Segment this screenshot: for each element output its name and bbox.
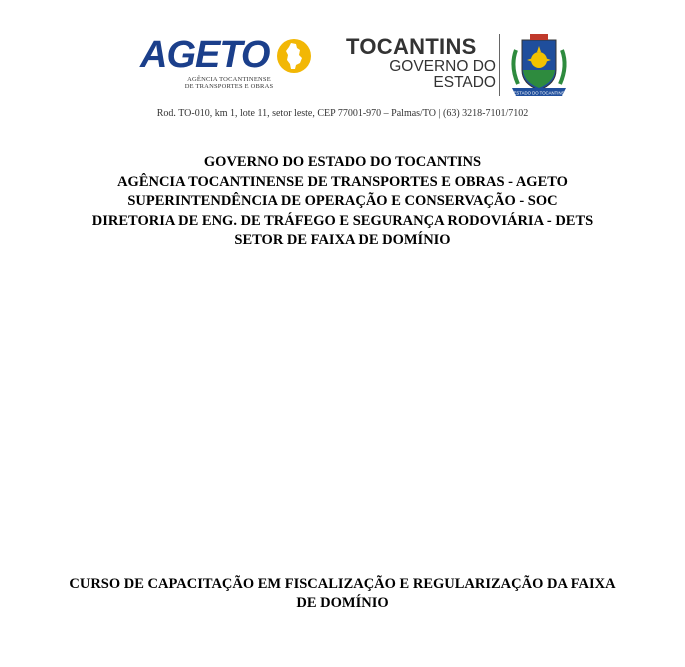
course-title	[0, 575, 685, 613]
tocantins-map-icon	[276, 38, 312, 74]
header-line-agency: AGÊNCIA TOCANTINENSE DE TRANSPORTES E OBRAS - AGETO	[117, 173, 568, 190]
ageto-logo-subtitle	[174, 76, 284, 90]
ageto-subtitle-line1: AGÊNCIA TOCANTINENSE	[187, 76, 271, 83]
header-line-superintendence: SUPERINTENDÊNCIA DE OPERAÇÃO E CONSERVAÇÃO - SOC	[127, 193, 558, 209]
header-line-sector: SETOR DE FAIXA DE DOMÍNIO	[234, 232, 451, 248]
governo-logo-line1: GOVERNO DO	[389, 58, 496, 75]
letterhead-address: Rod. TO-010, km 1, lote 11, setor leste, CEP 77001-970 – Palmas/TO | (63) 3218-7101/7102	[156, 108, 529, 119]
coat-of-arms-ribbon-text: ESTADO DO TOCANTINS	[513, 90, 565, 96]
document-header	[0, 153, 685, 251]
header-line-directorate: DIRETORIA DE ENG. DE TRÁFEGO E SEGURANÇA RODOVIÁRIA - DETS	[91, 212, 594, 229]
governo-tocantins-logo	[346, 34, 576, 100]
ageto-subtitle-line2: DE TRANSPORTES E OBRAS	[184, 83, 274, 90]
coat-of-arms-icon	[506, 32, 572, 102]
ageto-logo-word: AGETO	[140, 34, 270, 76]
course-title-line1: CURSO DE CAPACITAÇÃO EM FISCALIZAÇÃO E REGULARIZAÇÃO DA FAIXA	[69, 576, 616, 592]
header-line-state: GOVERNO DO ESTADO DO TOCANTINS	[203, 154, 482, 170]
course-title-line2: DE DOMÍNIO	[296, 595, 389, 611]
letterhead-logos	[0, 30, 685, 100]
governo-logo-divider	[499, 34, 500, 96]
ageto-logo	[140, 36, 315, 94]
governo-logo-line2: ESTADO	[433, 74, 496, 91]
governo-logo-title: TOCANTINS	[346, 34, 477, 59]
